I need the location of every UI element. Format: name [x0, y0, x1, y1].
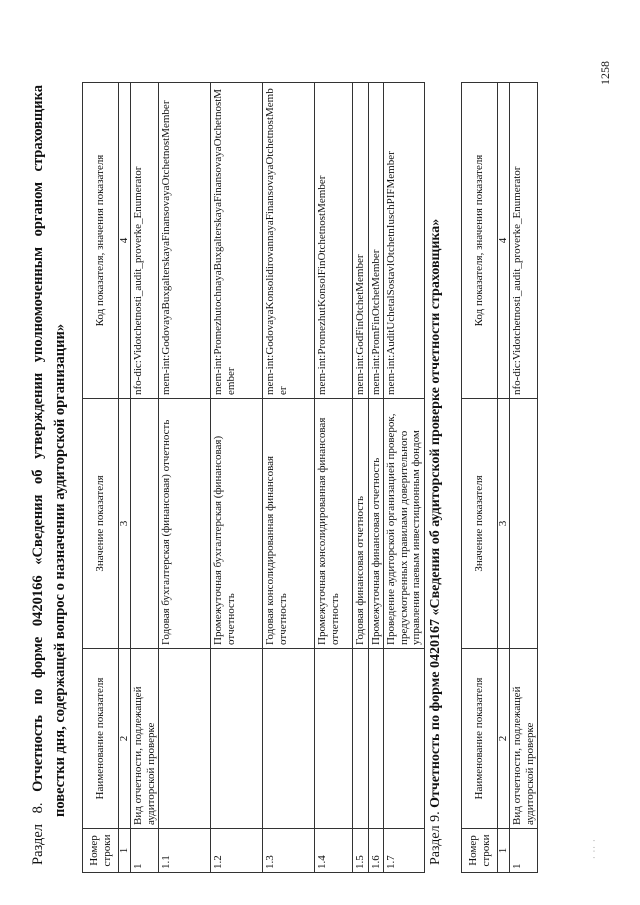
col-header-value: Значение показателя [83, 399, 119, 649]
row-name [384, 649, 425, 829]
row-number: 1.1 [159, 829, 211, 873]
row-value: Промежуточная финансовая отчетность [368, 399, 384, 649]
row-name [211, 649, 263, 829]
col-number: 2 [498, 649, 510, 829]
row-name [159, 649, 211, 829]
row-name [368, 649, 384, 829]
scan-mark: · ·· · [590, 838, 599, 859]
table-row [353, 83, 369, 873]
col-header-name: Наименование показателя [83, 649, 119, 829]
row-number: 1.2 [211, 829, 263, 873]
section8-title-line2: повестки дня, содержащей вопрос о назначении аудиторской организации» [52, 323, 68, 817]
row-number: 1.6 [368, 829, 384, 873]
row-number: 1.4 [315, 829, 353, 873]
table-row [159, 83, 211, 873]
row-code: mem-int:PromFinOtchetMember [368, 83, 384, 399]
col-header-value: Значение показателя [462, 399, 498, 649]
row-name: Вид отчетности, подлежащей аудиторской проверке [510, 649, 538, 829]
table-row [211, 83, 263, 873]
row-value: Промежуточная бухгалтерская (финансовая) отчетность [211, 399, 263, 649]
section8-title: Раздел 8. Отчетность по форме 0420166 «Сведения об утверждении уполномоченным органом страховщика [30, 85, 46, 865]
col-number: 3 [498, 399, 510, 649]
col-number: 4 [498, 83, 510, 399]
row-number: 1.3 [263, 829, 315, 873]
row-code: mem-int:GodovayaKonsolidirovannayaFinansovayaOtchetnostMember [263, 83, 315, 399]
col-number: 3 [119, 399, 131, 649]
col-header-number: Номер строки [462, 829, 498, 873]
row-code: mem-int:PromezhutochnayaBuxgalterskayaFinansovayaOtchetnostMember [211, 83, 263, 399]
table-row [510, 83, 538, 873]
row-name [263, 649, 315, 829]
row-value: Годовая финансовая отчетность [353, 399, 369, 649]
table-row [131, 83, 159, 873]
table-row [368, 83, 384, 873]
col-number: 2 [119, 649, 131, 829]
row-code: nfo-dic:Vidotchetnosti_audit_proverke_Enumerator [131, 83, 159, 399]
section9-title: Раздел 9. Отчетность по форме 0420167 «Сведения об аудиторской проверке отчетности страховщика» [428, 218, 443, 865]
row-number: 1 [510, 829, 538, 873]
col-header-code: Код показателя, значения показателя [462, 83, 498, 399]
row-code: mem-int:GodovayaBuxgalterskayaFinansovayaOtchetnostMember [159, 83, 211, 399]
row-number: 1 [131, 829, 159, 873]
row-value [510, 399, 538, 649]
table-row [384, 83, 425, 873]
row-value [131, 399, 159, 649]
row-name [353, 649, 369, 829]
row-value: Годовая бухгалтерская (финансовая) отчетность [159, 399, 211, 649]
row-number: 1.5 [353, 829, 369, 873]
col-header-code: Код показателя, значения показателя [83, 83, 119, 399]
row-code: mem-int:PromezhutKonsolFinOtchetnostMember [315, 83, 353, 399]
row-name [315, 649, 353, 829]
col-number: 1 [119, 829, 131, 873]
row-name: Вид отчетности, подлежащей аудиторской проверке [131, 649, 159, 829]
section8-table [82, 82, 425, 873]
table-row [263, 83, 315, 873]
row-number: 1.7 [384, 829, 425, 873]
row-value: Проведение аудиторской организацией проверок, предусмотренных правилами доверительного управления паевым инвестиционным фондом [384, 399, 425, 649]
row-code: mem-int:AuditUchetalSostavlOtchetnIuschPIFMember [384, 83, 425, 399]
row-code: mem-int:GodFinOtchetMember [353, 83, 369, 399]
col-header-number: Номер строки [83, 829, 119, 873]
col-header-name: Наименование показателя [462, 649, 498, 829]
row-code: nfo-dic:Vidotchetnosti_audit_proverke_Enumerator [510, 83, 538, 399]
col-number: 4 [119, 83, 131, 399]
row-value: Промежуточная консолидированная финансовая отчетность [315, 399, 353, 649]
table-row [315, 83, 353, 873]
page-number: 1258 [598, 61, 612, 85]
section9-table [461, 82, 538, 873]
col-number: 1 [498, 829, 510, 873]
row-value: Годовая консолидированная финансовая отчетность [263, 399, 315, 649]
